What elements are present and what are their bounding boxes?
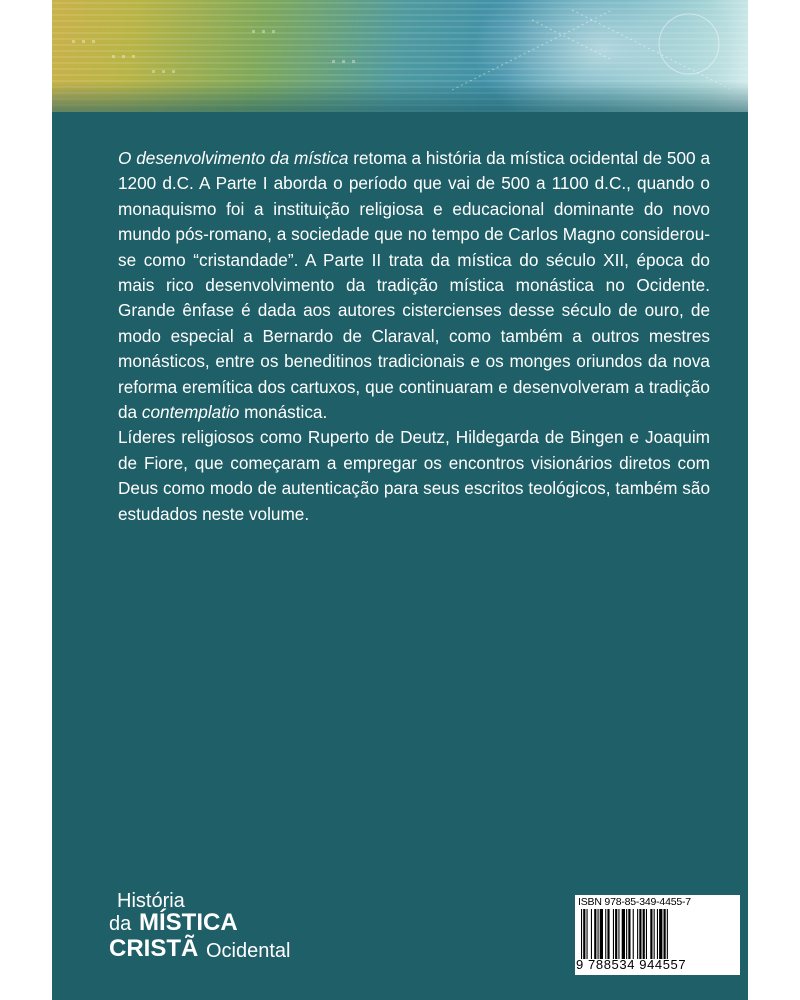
logo-crista: CRISTÃ [109,935,199,962]
barcode-bar [637,909,638,959]
series-logo [109,890,369,970]
barcode-bars [581,909,733,959]
logo-historia: História [117,890,185,912]
banner-shade [52,82,748,112]
barcode-bar [667,909,668,959]
barcode-bar [615,909,617,959]
barcode-bar [657,909,658,959]
barcode-bar [591,909,592,959]
description-text-2: monástica. [239,402,328,423]
barcode-bar [605,909,606,959]
logo-mistica: MÍSTICA [139,909,238,936]
barcode-bar [628,909,630,959]
contemplatio-italic: contemplatio [141,402,240,423]
barcode-bar [643,909,645,959]
description-paragraph-2: Líderes religiosos como Ruperto de Deutz, Hildegarda de Bingen e Joaquim de Fiore, que começaram a empregar os encontros visionários diretos com Deus como modo de autenticação para seus escritos teológicos, também são estudados neste volume. [118,427,710,524]
barcode-bar [618,909,619,959]
decorative-banner [52,0,748,112]
barcode-bar [622,909,625,959]
barcode-bar [626,909,627,959]
barcode-bar [646,909,647,959]
barcode [575,895,740,975]
barcode-bar [613,909,614,959]
isbn-label: ISBN 978-85-349-4455-7 [578,896,691,908]
barcode-bar [633,909,634,959]
barcode-digits: 9 788534 944557 [576,957,687,972]
barcode-bar [659,909,662,959]
barcode-bar [650,909,652,959]
barcode-bar [664,909,666,959]
barcode-bar [583,909,585,959]
back-cover [52,0,748,1000]
barcode-bar [587,909,588,959]
barcode-bar [654,909,655,959]
barcode-bar [607,909,609,959]
book-title-italic: O desenvolvimento da mística [118,148,349,168]
barcode-bar [598,909,599,959]
description-text-1: retoma a história da mística ocidental de 500 a 1200 d.C. A Parte I aborda o período que vai de 500 a 1100 d.C., quando o monaquismo foi a instituição religiosa e educacional dominante do novo mundo pós-romano, a sociedade que no tempo de Carlos Magno considerou-se como “cristandade”. A Parte II trata da mística do século XII, época do mais rico desenvolvimento da tradição mística monástica no Ocidente. Grande ênfase é dada aos autores cistercienses desse século de ouro, de modo especial a Bernardo de Claraval, como também a outros mestres monásticos, entre os beneditinos tradicionais e os monges oriundos da nova reforma eremítica dos cartuxos, que continuaram e desenvolveram a tradição da [118,148,710,423]
barcode-bar [639,909,641,959]
barcode-bar [600,909,603,959]
book-description [118,146,710,527]
barcode-bar [594,909,596,959]
barcode-bar [581,909,582,959]
logo-da: da [109,913,132,935]
logo-ocidental: Ocidental [206,940,291,962]
description-paragraph-1 [118,146,710,425]
